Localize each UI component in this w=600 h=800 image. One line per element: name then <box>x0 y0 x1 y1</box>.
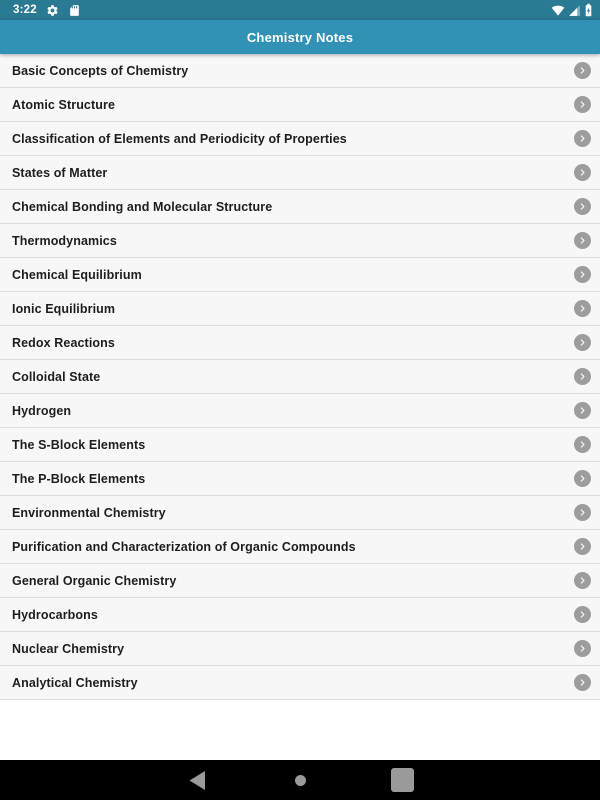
chevron-right-icon[interactable] <box>574 640 591 657</box>
list-item-label: General Organic Chemistry <box>12 573 177 588</box>
chevron-right-icon[interactable] <box>574 572 591 589</box>
list-item[interactable] <box>0 394 600 428</box>
chevron-right-icon[interactable] <box>574 504 591 521</box>
list-item[interactable] <box>0 632 600 666</box>
list-item-label: Environmental Chemistry <box>12 505 166 520</box>
chevron-right-icon[interactable] <box>574 674 591 691</box>
wifi-icon <box>551 4 565 17</box>
list-item-label: Ionic Equilibrium <box>12 301 116 316</box>
chevron-right-icon[interactable] <box>574 96 591 113</box>
chevron-right-icon[interactable] <box>574 62 591 79</box>
chevron-right-icon[interactable] <box>574 402 591 419</box>
list-item-label: Hydrocarbons <box>12 607 98 622</box>
list-item-label: Chemical Equilibrium <box>12 267 142 282</box>
list-item[interactable] <box>0 224 600 258</box>
list-item-label: The P-Block Elements <box>12 471 146 486</box>
list-item[interactable] <box>0 564 600 598</box>
list-item-label: Hydrogen <box>12 403 72 418</box>
status-bar <box>0 0 600 20</box>
sd-card-icon <box>68 4 81 17</box>
app-bar-title: Chemistry Notes <box>246 29 354 45</box>
list-item-label: Analytical Chemistry <box>12 675 138 690</box>
list-item-label: Colloidal State <box>12 369 101 384</box>
list-item[interactable] <box>0 54 600 88</box>
list-item[interactable] <box>0 530 600 564</box>
list-item[interactable] <box>0 88 600 122</box>
list-item[interactable] <box>0 190 600 224</box>
list-item[interactable] <box>0 428 600 462</box>
home-icon <box>295 775 306 786</box>
list-item[interactable] <box>0 462 600 496</box>
app-bar <box>0 20 600 54</box>
chevron-right-icon[interactable] <box>574 368 591 385</box>
home-button[interactable] <box>287 767 313 793</box>
list-item-label: Thermodynamics <box>12 233 117 248</box>
chapter-list <box>0 54 600 700</box>
chevron-right-icon[interactable] <box>574 130 591 147</box>
chevron-right-icon[interactable] <box>574 436 591 453</box>
list-item[interactable] <box>0 122 600 156</box>
chevron-right-icon[interactable] <box>574 606 591 623</box>
chevron-right-icon[interactable] <box>574 538 591 555</box>
list-item-label: Basic Concepts of Chemistry <box>12 63 189 78</box>
list-item[interactable] <box>0 496 600 530</box>
chevron-right-icon[interactable] <box>574 164 591 181</box>
recents-button[interactable] <box>389 767 415 793</box>
list-item-label: Redox Reactions <box>12 335 115 350</box>
settings-gear-icon <box>46 4 59 17</box>
list-item[interactable] <box>0 666 600 700</box>
chevron-right-icon[interactable] <box>574 300 591 317</box>
list-item[interactable] <box>0 598 600 632</box>
list-item[interactable] <box>0 258 600 292</box>
back-button[interactable] <box>185 767 211 793</box>
list-item-label: Classification of Elements and Periodicity of Properties <box>12 131 347 146</box>
chevron-right-icon[interactable] <box>574 232 591 249</box>
list-item[interactable] <box>0 156 600 190</box>
navigation-bar <box>0 760 600 800</box>
list-item-label: States of Matter <box>12 165 108 180</box>
status-bar-right <box>551 3 593 17</box>
list-item[interactable] <box>0 326 600 360</box>
chevron-right-icon[interactable] <box>574 198 591 215</box>
status-bar-left <box>7 4 81 17</box>
list-item-label: Nuclear Chemistry <box>12 641 125 656</box>
chevron-right-icon[interactable] <box>574 470 591 487</box>
clock-label: 3:22 <box>13 4 37 16</box>
cellular-signal-icon <box>568 4 581 17</box>
chevron-right-icon[interactable] <box>574 266 591 283</box>
list-item[interactable] <box>0 292 600 326</box>
battery-charging-icon <box>584 3 593 17</box>
recents-icon <box>391 768 414 792</box>
list-item-label: The S-Block Elements <box>12 437 146 452</box>
chevron-right-icon[interactable] <box>574 334 591 351</box>
list-item[interactable] <box>0 360 600 394</box>
list-item-label: Purification and Characterization of Organic Compounds <box>12 539 356 554</box>
list-item-label: Chemical Bonding and Molecular Structure <box>12 199 273 214</box>
back-icon <box>186 768 210 793</box>
list-item-label: Atomic Structure <box>12 97 116 112</box>
